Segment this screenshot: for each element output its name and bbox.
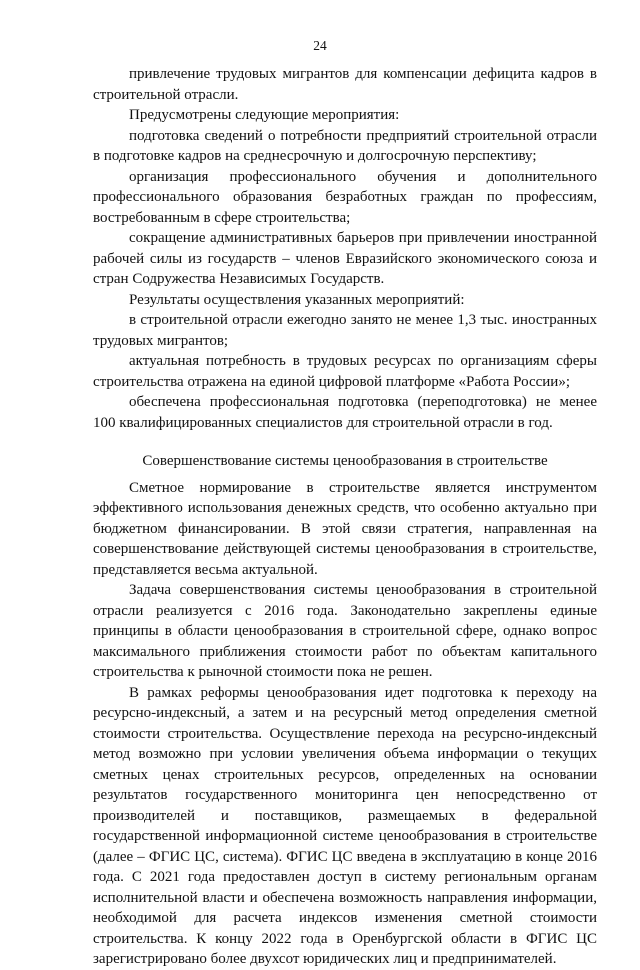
paragraph: Результаты осуществления указанных мероприятий:	[129, 291, 465, 308]
paragraph: Задача совершенствования системы ценообразования в строительной отрасли реализуется с 2016 года. Законодательно закреплены единые принципы в области ценообразования в строительной сфере, однако вопрос максимального приближения стоимости работ по объектам капитального строительства к рыночной стоимости пока не решен.	[93, 582, 597, 680]
paragraph: обеспечена профессиональная подготовка (переподготовка) не менее 100 квалифицированных специалистов для строительной отрасли в год.	[93, 394, 597, 431]
paragraph: организация профессионального обучения и дополнительного профессионального образования безработных граждан по профессиям, востребованным в сфере строительства;	[93, 168, 597, 226]
paragraph: привлечение трудовых мигрантов для компенсации дефицита кадров в строительной отрасли.	[93, 66, 597, 103]
paragraph: сокращение административных барьеров при привлечении иностранной рабочей силы из государств – членов Евразийского экономического союза и стран Содружества Независимых Государств.	[93, 230, 597, 287]
paragraph: Предусмотрены следующие мероприятия:	[129, 107, 400, 123]
page-number: 24	[313, 38, 327, 53]
paragraph: Сметное нормирование в строительстве является инструментом эффективного использования денежных средств, что особенно актуально при бюджетном финансировании. В этой связи стратегия, направленная на совершенствование действующей системы ценообразования в строительстве, представляется весьма актуальной.	[93, 479, 597, 578]
paragraph: актуальная потребность в трудовых ресурсах по организациям сферы строительства отражена на единой цифровой платформе «Работа России»;	[93, 353, 597, 390]
paragraph: В рамках реформы ценообразования идет подготовка к переходу на ресурсно-индексный, а затем и на ресурсный метод определения сметной стоимости строительства. Осуществление перехода на ресурсно-индексный метод возможно при условии увеличения объема информации о текущих сметных ценах строительных ресурсов, определенных на основании результатов государственного мониторинга цен непосредственно от производителей и поставщиков, размещаемых в федеральной государственной информационной системе ценообразования в строительстве (далее – ФГИС ЦС, система). ФГИС ЦС введена в эксплуатацию в конце 2016 года. С 2021 года предоставлен доступ в систему региональным органам исполнительной власти и обеспечена возможность направления информации, необходимой для расчета индексов изменения сметной стоимости строительства. К концу 2022 года в Оренбургской области в ФГИС ЦС зарегистрировано более двухсот юридических лиц и предпринимателей.	[93, 684, 597, 967]
section-heading: Совершенствование системы ценообразования в строительстве	[142, 453, 548, 469]
document-body	[93, 64, 597, 970]
paragraph: подготовка сведений о потребности предприятий строительной отрасли в подготовке кадров на среднесрочную и долгосрочную перспективу;	[93, 127, 597, 164]
paragraph: в строительной отрасли ежегодно занято не менее 1,3 тыс. иностранных трудовых мигрантов;	[93, 312, 597, 349]
